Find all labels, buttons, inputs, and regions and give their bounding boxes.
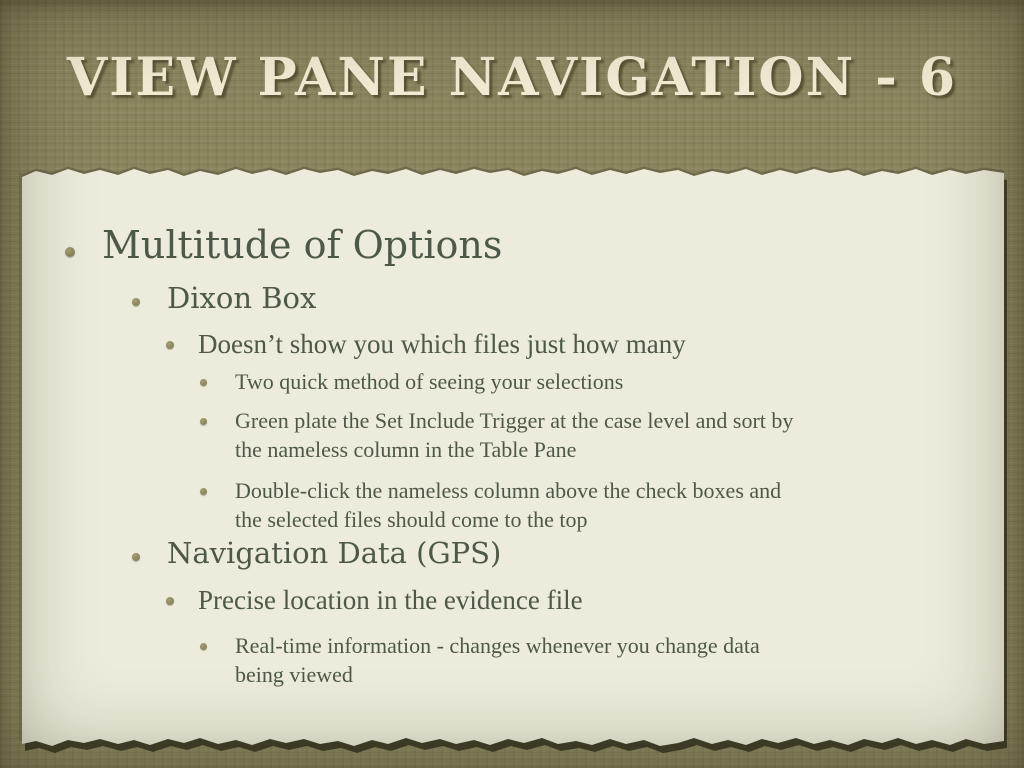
bullet-l3-doesnt-show bbox=[166, 328, 686, 360]
bullet-text: Double-click the nameless column above the check boxes and the selected files should come to the top bbox=[235, 478, 782, 532]
bullet-text: Green plate the Set Include Trigger at the case level and sort by the nameless column in the Table Pane bbox=[235, 408, 794, 462]
bullet-text: Precise location in the evidence file bbox=[198, 585, 583, 615]
bullet-text: Two quick method of seeing your selections bbox=[235, 369, 624, 394]
bullet-l4-green-plate bbox=[200, 406, 793, 464]
bullet-text: Navigation Data (GPS) bbox=[167, 536, 502, 570]
bullet-dot-icon bbox=[132, 298, 140, 306]
bullet-text: Doesn’t show you which files just how many bbox=[198, 329, 686, 359]
bullet-dot-icon bbox=[166, 341, 174, 349]
bullet-dot-icon bbox=[200, 488, 207, 495]
bullet-text: Dixon Box bbox=[167, 281, 317, 315]
bullet-l2-navigation-data bbox=[132, 535, 501, 571]
bullet-dot-icon bbox=[132, 553, 140, 561]
bullet-l1-multitude bbox=[65, 222, 502, 268]
bullet-l4-two-quick bbox=[200, 367, 623, 396]
bullet-text: Multitude of Options bbox=[102, 223, 503, 267]
bullet-dot-icon bbox=[200, 418, 207, 425]
bullet-dot-icon bbox=[200, 643, 207, 650]
slide-title: VIEW PANE NAVIGATION - 6 bbox=[66, 47, 958, 108]
bullet-dot-icon bbox=[65, 247, 75, 257]
bullet-text: Real-time information - changes whenever you change data being viewed bbox=[235, 633, 760, 687]
bullet-l4-real-time bbox=[200, 631, 760, 689]
bullet-dot-icon bbox=[200, 379, 207, 386]
bullet-l2-dixon-box bbox=[132, 280, 316, 316]
bullet-l4-double-click bbox=[200, 476, 781, 534]
bullet-dot-icon bbox=[166, 597, 174, 605]
bullet-l3-precise-location bbox=[166, 584, 583, 616]
